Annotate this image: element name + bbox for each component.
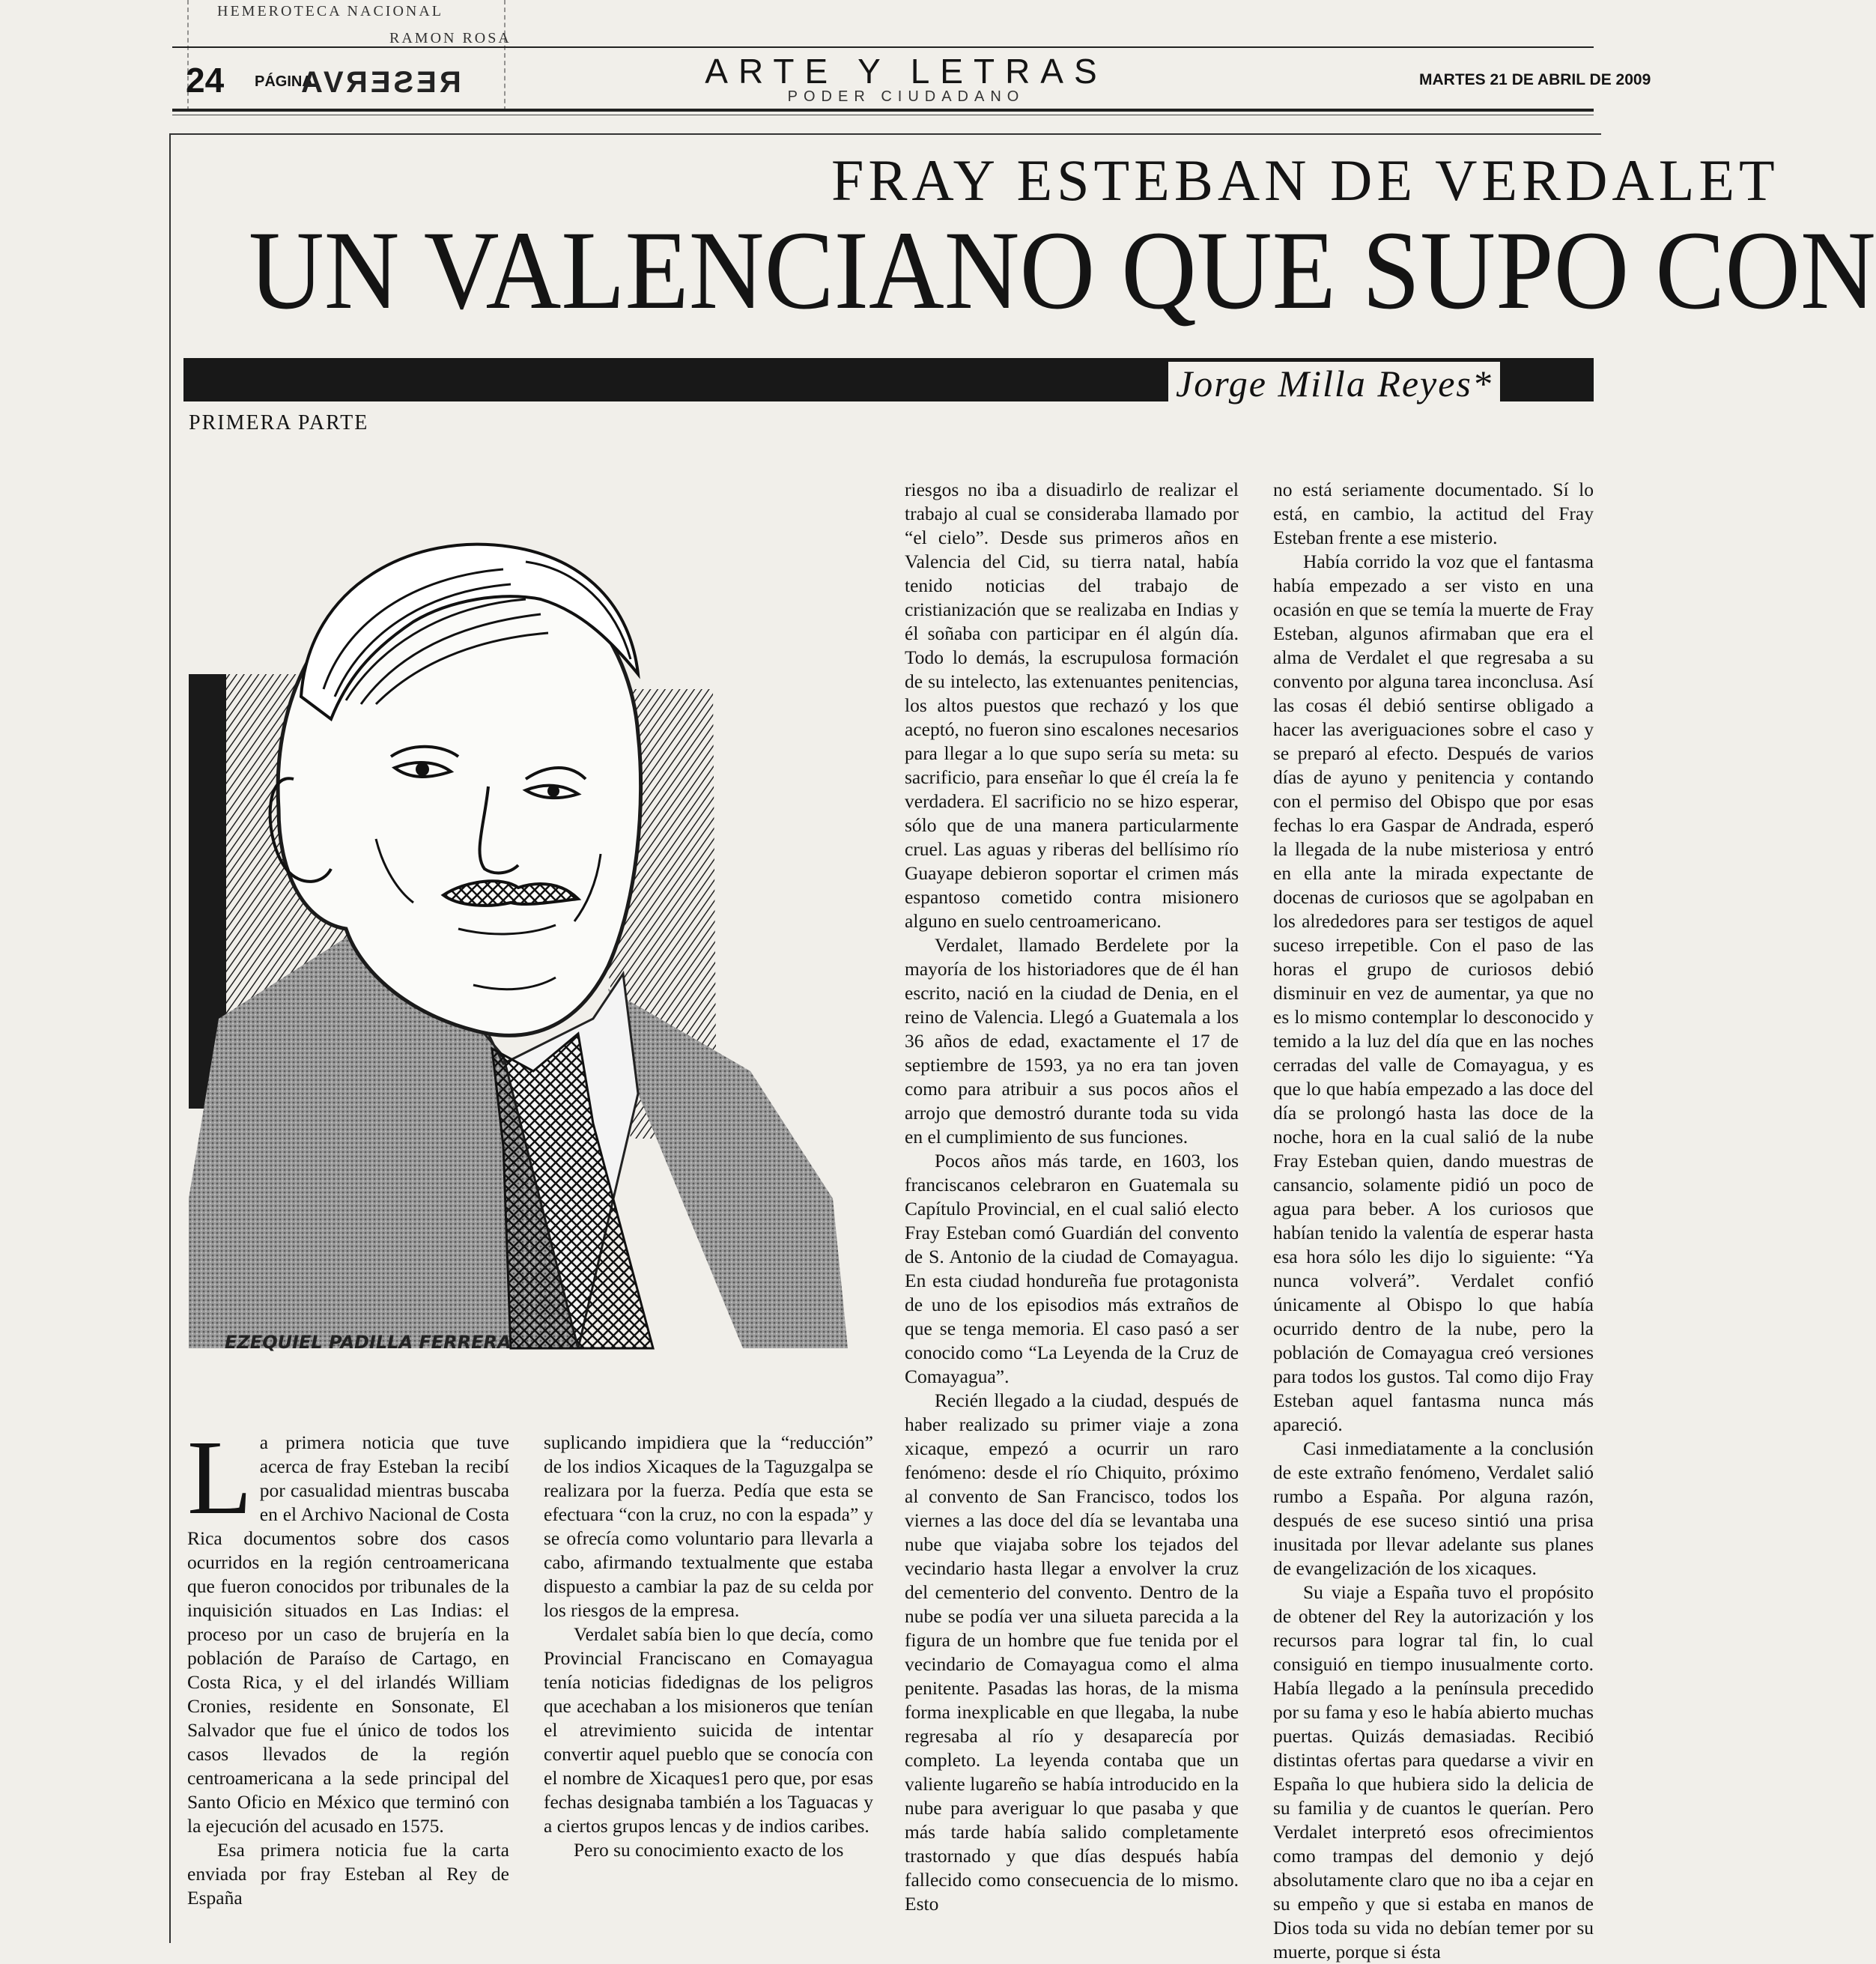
stamp-line-1: HEMEROTECA NACIONAL <box>217 3 443 19</box>
article-byline: Jorge Milla Reyes* <box>1168 362 1500 405</box>
article-part: PRIMERA PARTE <box>189 411 369 434</box>
article-headline: UN VALENCIANO QUE SUPO CON <box>249 208 1876 333</box>
section-title: ARTE Y LETRAS <box>705 52 1108 91</box>
paragraph: Pocos años más tarde, en 1603, los franciscanos celebraron en Guatemala su Capítulo Provincial, en el cual salió electo Fray Esteban comó Guardián del convento de S. Antonio de la ciudad de Comayagua. En esta ciudad hondureña fue protagonista de uno de los episodios más extraños de que se tenga memoria. El caso pasó a ser conocido como “La Leyenda de la Cruz de Comayagua”. <box>905 1150 1239 1387</box>
header-rule-bottom <box>172 109 1594 112</box>
section-subtitle: PODER CIUDADANO <box>787 88 1025 105</box>
reserva-stamp: RESERVA <box>298 66 461 99</box>
paragraph: no está seriamente documentado. Sí lo está, en cambio, la actitud del Fray Esteban frente a ese misterio. <box>1273 479 1594 548</box>
article-kicker: FRAY ESTEBAN DE VERDALET <box>831 148 1779 213</box>
paragraph: Verdalet, llamado Berdelete por la mayoría de los historiadores que de él han escrito, nació en la ciudad de Denia, en el reino de Valencia. Llegó a Guatemala a los 36 años de edad, exactamente el 17 de septiembre de 1593, ya no era tan joven como para atribuir a sus pocos años el arrojo que demostró durante toda su vida en el cumplimiento de sus funciones. <box>905 934 1239 1148</box>
portrait-illustration <box>189 449 863 1386</box>
paragraph: Verdalet sabía bien lo que decía, como Provincial Franciscano en Comayagua tenía noticias fidedignas de los peligros que acechaban a los misioneros que tenían el atrevimiento suicida de intentar convertir aquel pueblo que se conocía con el nombre de Xicaques1 pero que, por esas fechas designaba también a los Taguacas y a ciertos grupos lencas y de indios caribes. <box>544 1623 873 1837</box>
paragraph: Casi inmediatamente a la conclusión de este extraño fenómeno, Verdalet salió rumbo a España. Por alguna razón, después de ese suceso sintió una prisa inusitada por llevar adelante sus planes de evangelización de los xicaques. <box>1273 1437 1594 1579</box>
paragraph: suplicando impidiera que la “reducción” de los indios Xicaques de la Taguzgalpa se realizara por la fuerza. Pedía que esta se efectuara “con la cruz, no con la espada” y se ofrecía como voluntario para llevarla a cabo, afirmando textualmente que estaba dispuesto a cambiar la paz de su celda por los riesgos de la empresa. <box>544 1431 873 1621</box>
paragraph: riesgos no iba a disuadirlo de realizar el trabajo al cual se consideraba llamado por “el cielo”. Desde sus primeros años en Valencia del Cid, su tierra natal, había tenido noticias del trabajo de cristianización que se realizaba en Indias y él soñaba con participar en él algún día. Todo lo demás, la escrupulosa formación de su intelecto, las extenuantes penitencias, los altos puestos que rechazó y los que aceptó, no fueron sino escalones necesarios para llegar a lo que supo sería su meta: su sacrificio, para enseñar lo que él creía la fe verdadera. El sacrificio no se hizo esperar, sólo que de una manera particularmente cruel. Las aguas y riberas del bellísimo río Guayape debieron soportar el crimen más espantoso cometido contra misionero alguno en suelo centroamericano. <box>905 479 1239 932</box>
article-column-4 <box>1273 478 1594 1963</box>
illustrator-signature: EZEQUIEL PADILLA FERRERA <box>225 1332 512 1353</box>
paragraph <box>187 1418 509 1838</box>
article-column-2 <box>544 1431 873 1934</box>
article-column-1 <box>187 1418 509 1934</box>
paragraph-text: a primera noticia que tuve acerca de fray Esteban la recibí por casualidad mientras buscaba en el Archivo Nacional de Costa Rica documentos sobre dos casos ocurridos en la región centroamericana que fueron conocidos por tribunales de la inquisición situados en Las Indias: el proceso por un caso de brujería en la población de Paraíso de Cartago, en Costa Rica, y el del irlandés William Cronies, residente en Sonsonate, El Salvador que fue el único de todos los casos llevados de la región centroamericana a la sede principal del Santo Oficio en México que terminó con la ejecución del acusado en 1575. <box>187 1431 509 1837</box>
paragraph: Su viaje a España tuvo el propósito de obtener del Rey la autorización y los recursos para lograr tal fin, lo cual consiguió en tiempo inusualmente corto. Había llegado a la península precedido por su fama y eso le había abierto muchas puertas. Quizás demasiadas. Recibió distintas ofertas para quedarse a vivir en España lo que hubiera sido la delicia de su familia y de cuantos le querían. Pero Verdalet interpretó esos ofrecimientos como trampas del demonio y dejó absolutamente claro que no iba a cejar en su empeño y que si estaba en manos de Dios toda su vida no debían temer por su muerte, porque si ésta <box>1273 1581 1594 1963</box>
stamp-line-2: RAMON ROSA <box>389 30 512 46</box>
article-column-3 <box>905 478 1239 1934</box>
paragraph: Esa primera noticia fue la carta enviada por fray Esteban al Rey de España <box>187 1839 509 1909</box>
header-rule-top <box>172 46 1594 48</box>
issue-date: MARTES 21 DE ABRIL DE 2009 <box>1419 71 1651 88</box>
paragraph: Recién llegado a la ciudad, después de haber realizado su primer viaje a zona xicaque, empezó a ocurrir un raro fenómeno: desde el río Chiquito, próximo al convento de San Francisco, todos los viernes a las doce del día se levantaba una nube que viajaba sobre los tejados del vecindario hasta llegar a envolver la cruz del cementerio del convento. Dentro de la nube se podía ver una silueta parecida a la figura de un hombre que fue tenida por el vecindario de Comayagua como el alma penitente. Pasadas las horas, de la misma forma inexplicable en que llegaba, la nube regresaba al río y desaparecía por completo. La leyenda contaba que un valiente lugareño se había introducido en la nube para averiguar lo que pasaba y que más tarde había salido completamente trastornado y que días después había fallecido como consecuencia de lo mismo. Esto <box>905 1389 1239 1915</box>
paragraph: Había corrido la voz que el fantasma había empezado a ser visto en una ocasión en que se temía la muerte de Fray Esteban, algunos afirmaban que era el alma de Verdalet el que regresaba a su convento por alguna tarea inconclusa. Así las cosas él debió sentirse obligado a hacer las averiguaciones sobre el caso y se preparó al efecto. Después de varios días de ayuno y penitencia y contando con el permiso del Obispo que por esas fechas lo era Gaspar de Andrada, esperó la llegada de la nube misteriosa y entró en ella ante la mirada expectante de docenas de curiosos que se agolpaban en los alrededores para ser testigos de aquel suceso irrepetible. Con el paso de las horas el grupo de curiosos debió disminuir en vez de aumentar, ya que no es lo mismo contemplar lo desconocido y temido a la luz del día que en las noches cerradas del valle de Comayagua, y es que lo que había empezado a las doce del día se prolongó hasta las doce de la noche, hora en la cual salió de la nube Fray Esteban quien, dando muestras de cansancio, solamente pidió un poco de agua para beber. A los curiosos que habían tenido la valentía de esperar hasta esa hora sólo les dijo lo siguiente: “Ya nunca volverá”. Verdalet confió únicamente al Obispo lo que había ocurrido dentro de la nube, pero la población de Comayagua creó versiones para todos los gustos. Tal como dijo Fray Esteban aquel fantasma nunca más apareció. <box>1273 551 1594 1435</box>
page-number: 24 <box>186 61 225 100</box>
page-label: PÁGINA <box>255 73 313 90</box>
drop-cap: L <box>187 1418 252 1536</box>
paragraph: Pero su conocimiento exacto de los <box>574 1839 844 1861</box>
